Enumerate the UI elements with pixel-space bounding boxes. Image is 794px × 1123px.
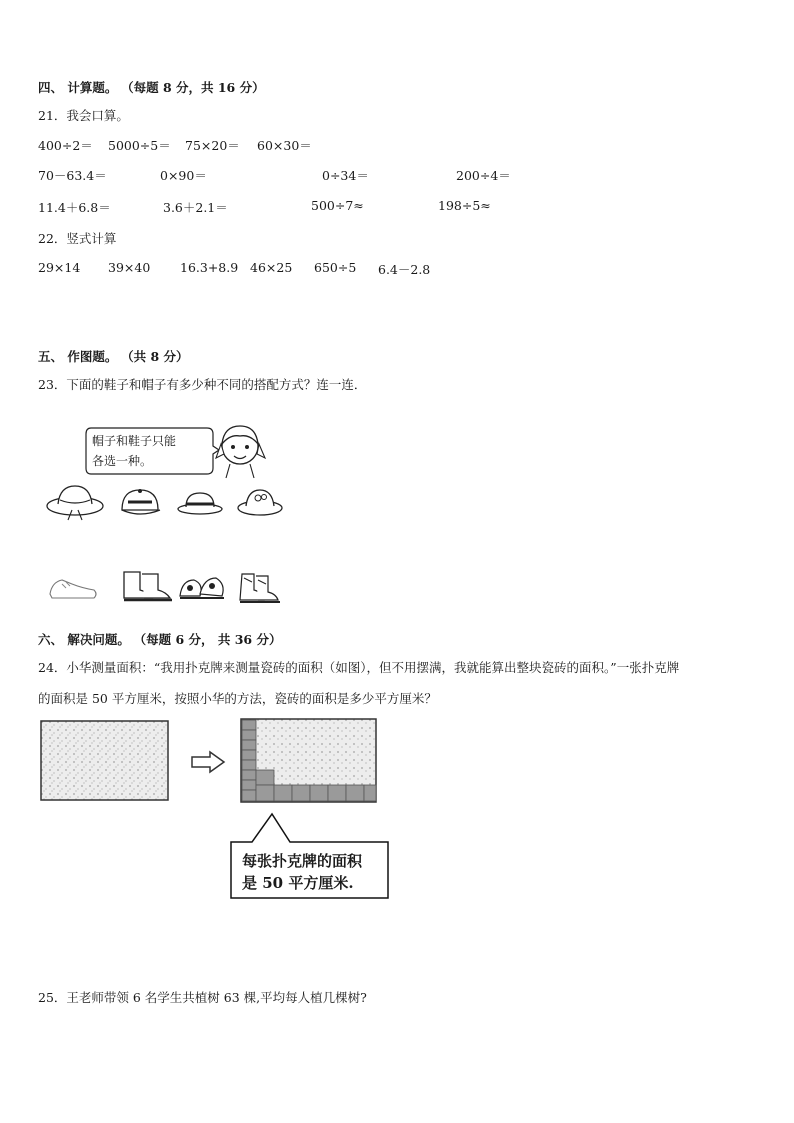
q21-r2c1: 70－63.4＝	[38, 168, 107, 183]
q21-r2c3: 0÷34＝	[322, 168, 369, 183]
q22-item-2: 39×40	[108, 260, 151, 275]
q22-item-6: 6.4－2.8	[378, 262, 431, 277]
fedora-hat-icon	[176, 487, 224, 519]
q25-label: 25．王老师带领 6 名学生共植树 63 棵,平均每人植几棵树?	[38, 990, 367, 1005]
callout-line-1: 每张扑克牌的面积	[242, 852, 363, 870]
q21-r2c2: 0×90＝	[160, 168, 207, 183]
section-4-note: （每题 8 分，共 16 分）	[127, 80, 265, 95]
q21-r1c2: 5000÷5＝	[108, 138, 171, 153]
q24-line-1: 24．小华测量面积：“我用扑克牌来测量瓷砖的面积（如图），但不用摆满，我就能算出整块瓷砖的面积。”一张扑克牌	[38, 660, 680, 675]
section-4-title: 四、 计算题。	[38, 80, 118, 95]
section-6-heading	[38, 630, 281, 648]
q22-item-3: 16.3+8.9	[180, 260, 239, 275]
sneaker-icon	[46, 572, 100, 604]
q22-item-1: 29×14	[38, 260, 81, 275]
q21-label: 21．我会口算。	[38, 108, 129, 123]
section-6-note: （每题 6 分， 共 36 分）	[139, 632, 282, 647]
q21-r1c3: 75×20＝	[185, 138, 240, 153]
tile-with-cards-figure	[240, 718, 378, 804]
sandals-icon	[176, 570, 228, 604]
section-6-title: 六、 解决问题。	[38, 632, 130, 647]
section-5-heading	[38, 347, 189, 365]
section-5-note: （共 8 分）	[127, 349, 189, 364]
q22-label: 22．竖式计算	[38, 231, 117, 246]
bubble-line-1: 帽子和鞋子只能	[92, 434, 177, 448]
q21-r2c4: 200÷4＝	[456, 168, 511, 183]
q21-r3c1: 11.4＋6.8＝	[38, 200, 111, 215]
q23-label: 23．下面的鞋子和帽子有多少种不同的搭配方式？连一连．	[38, 377, 367, 392]
high-top-shoes-icon	[236, 570, 282, 604]
boots-icon	[118, 568, 176, 604]
wide-brim-hat-icon	[44, 480, 106, 522]
q22-item-4: 46×25	[250, 260, 293, 275]
right-arrow-icon	[190, 750, 226, 774]
callout-line-2: 是 50 平方厘米.	[242, 874, 354, 892]
section-4-heading	[38, 78, 265, 96]
q21-r1c1: 400÷2＝	[38, 138, 93, 153]
section-5-title: 五、 作图题。	[38, 349, 118, 364]
q21-r3c4: 198÷5≈	[438, 198, 491, 213]
q21-r1c4: 60×30＝	[257, 138, 312, 153]
flower-hat-icon	[236, 484, 284, 520]
q24-line-2: 的面积是 50 平方厘米，按照小华的方法，瓷砖的面积是多少平方厘米？	[38, 691, 437, 706]
q21-r3c3: 500÷7≈	[311, 198, 364, 213]
q21-r3c2: 3.6＋2.1＝	[163, 200, 228, 215]
girl-illustration	[212, 420, 268, 480]
bubble-line-2: 各选一种。	[92, 454, 153, 468]
q22-item-5: 650÷5	[314, 260, 357, 275]
cap-icon	[118, 484, 162, 522]
tile-figure	[40, 720, 170, 802]
